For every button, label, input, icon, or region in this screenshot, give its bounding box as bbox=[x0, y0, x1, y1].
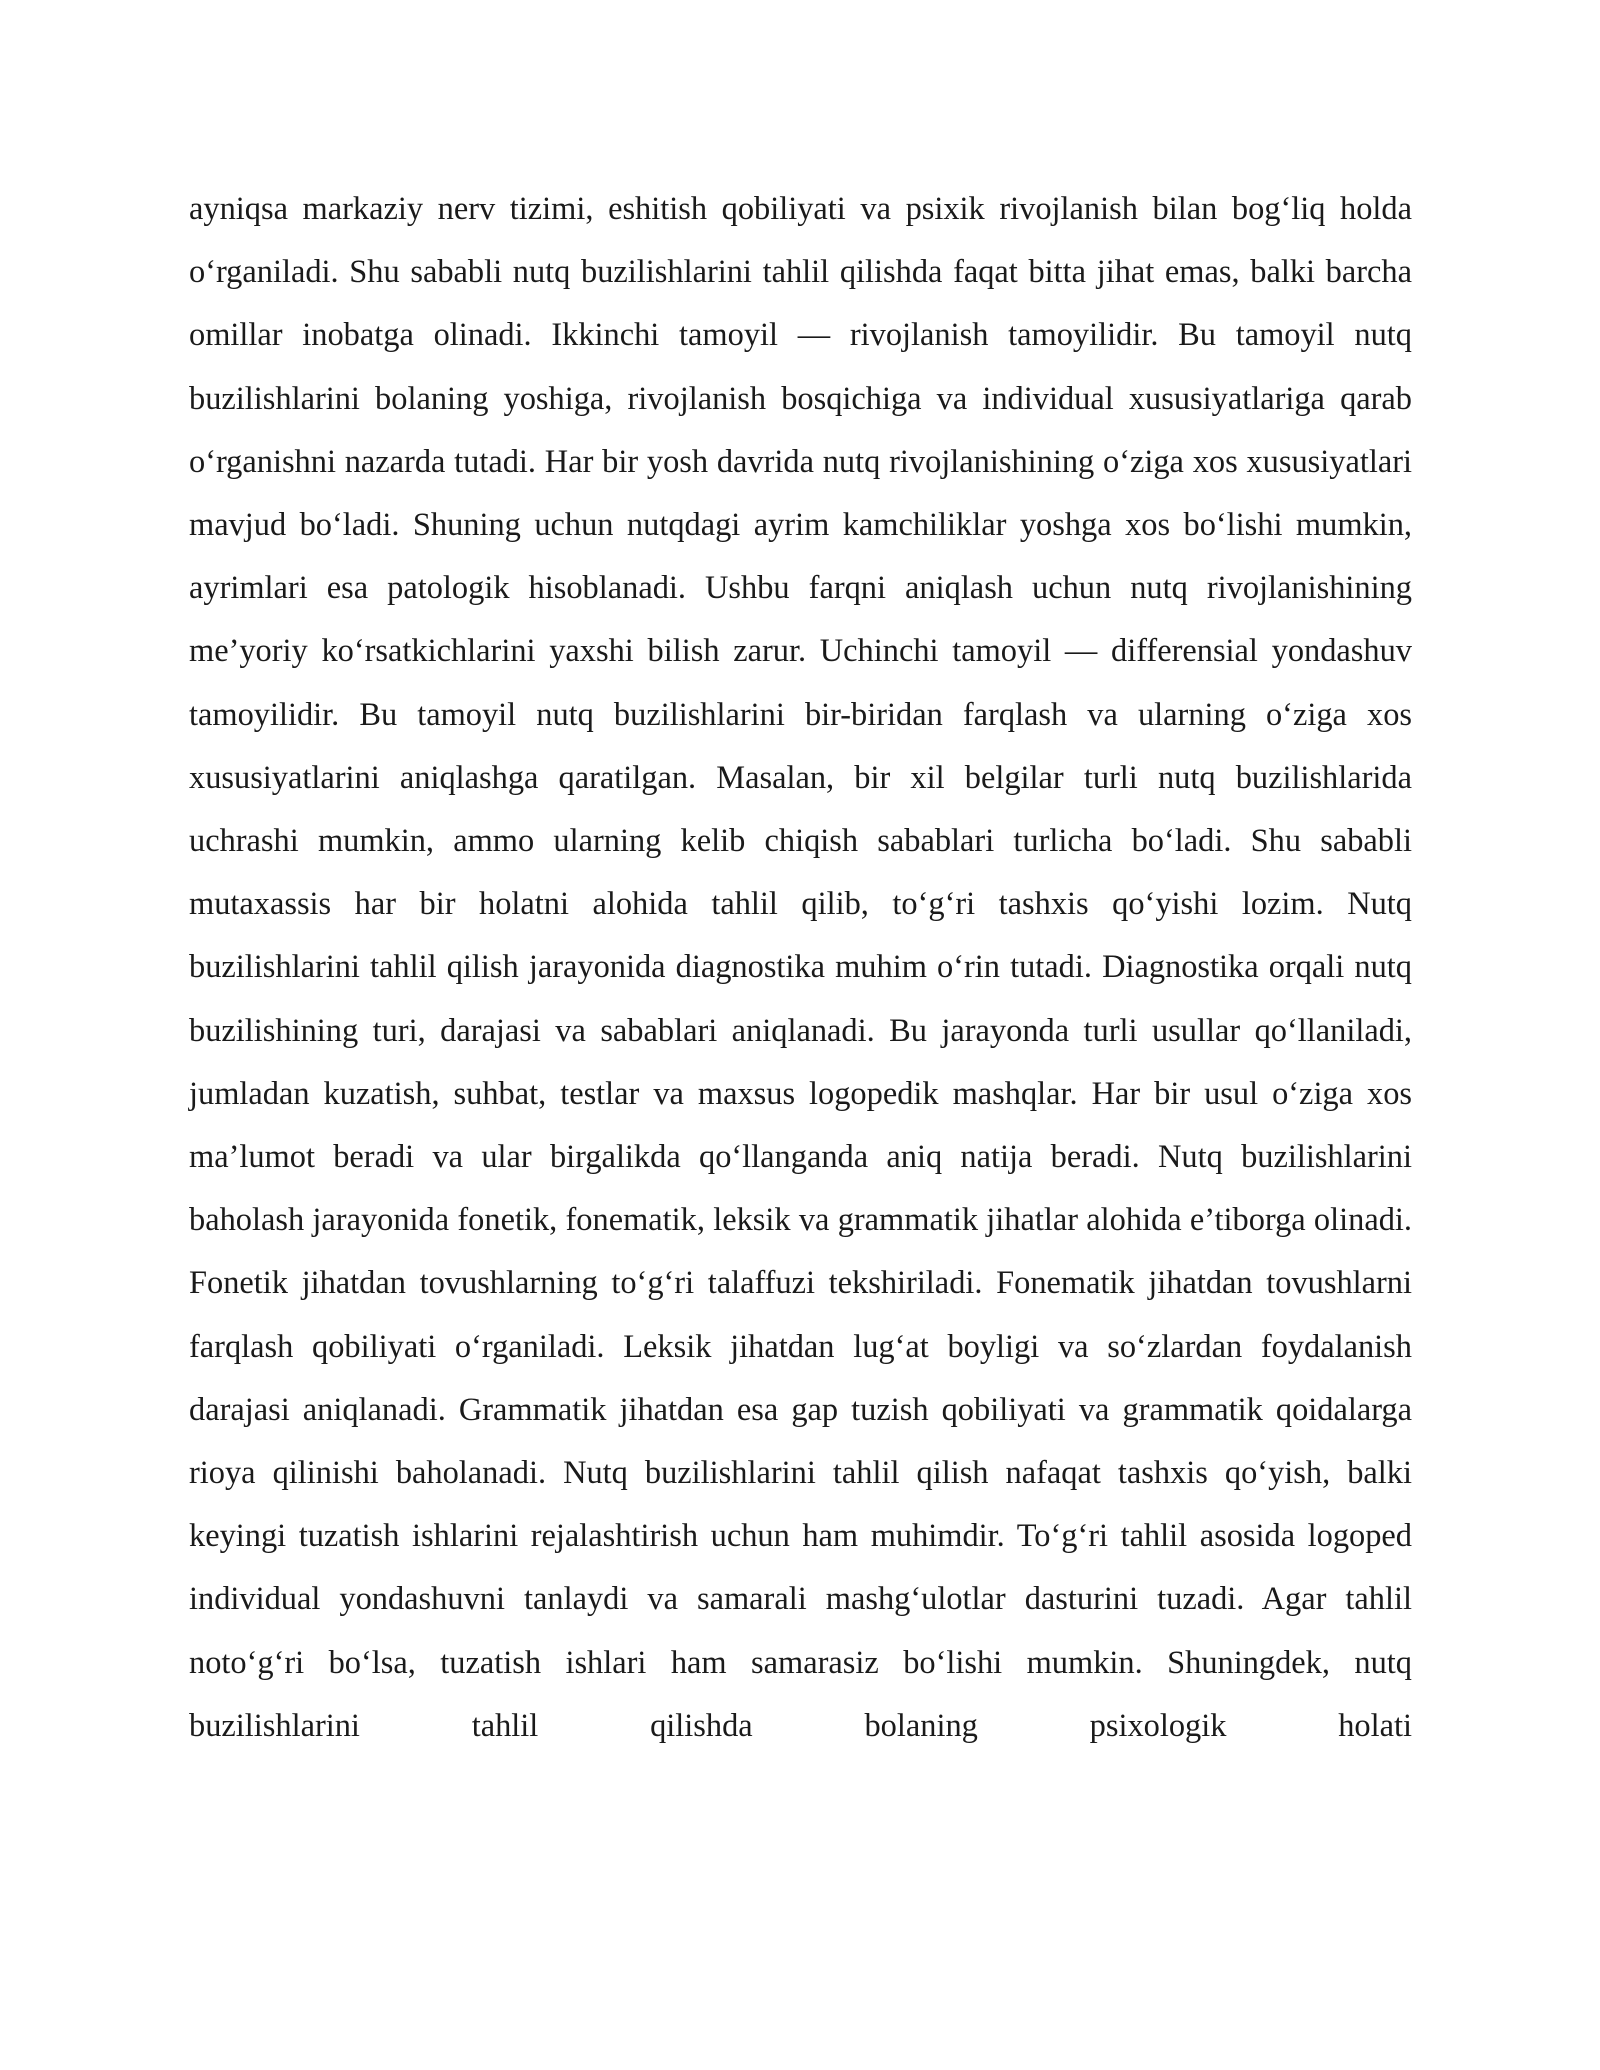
body-paragraph: ayniqsa markaziy nerv tizimi, eshitish qobiliyati va psixik rivojlanish bilan bog‘liq holda o‘rganiladi. Shu sababli nutq buzilishlarini tahlil qilishda faqat bitta jihat emas, balki barcha omillar inobatga olinadi. Ikkinchi tamoyil — rivojlanish tamoyilidir. Bu tamoyil nutq buzilishlarini bolaning yoshiga, rivojlanish bosqichiga va individual xususiyatlariga qarab o‘rganishni nazarda tutadi. Har bir yosh davrida nutq rivojlanishining o‘ziga xos xususiyatlari mavjud bo‘ladi. Shuning uchun nutqdagi ayrim kamchiliklar yoshga xos bo‘lishi mumkin, ayrimlari esa patologik hisoblanadi. Ushbu farqni aniqlash uchun nutq rivojlanishining me’yoriy ko‘rsatkichlarini yaxshi bilish zarur. Uchinchi tamoyil — differensial yondashuv tamoyilidir. Bu tamoyil nutq buzilishlarini bir-biridan farqlash va ularning o‘ziga xos xususiyatlarini aniqlashga qaratilgan. Masalan, bir xil belgilar turli nutq buzilishlarida uchrashi mumkin, ammo ularning kelib chiqish sabablari turlicha bo‘ladi. Shu sababli mutaxassis har bir holatni alohida tahlil qilib, to‘g‘ri tashxis qo‘yishi lozim. Nutq buzilishlarini tahlil qilish jarayonida diagnostika muhim o‘rin tutadi. Diagnostika orqali nutq buzilishining turi, darajasi va sabablari aniqlanadi. Bu jarayonda turli usullar qo‘llaniladi, jumladan kuzatish, suhbat, testlar va maxsus logopedik mashqlar. Har bir usul o‘ziga xos ma’lumot beradi va ular birgalikda qo‘llanganda aniq natija beradi. Nutq buzilishlarini baholash jarayonida fonetik, fonematik, leksik va grammatik jihatlar alohida e’tiborga olinadi. Fonetik jihatdan tovushlarning to‘g‘ri talaffuzi tekshiriladi. Fonematik jihatdan tovushlarni farqlash qobiliyati o‘rganiladi. Leksik jihatdan lug‘at boyligi va so‘zlardan foydalanish darajasi aniqlanadi. Grammatik jihatdan esa gap tuzish qobiliyati va grammatik qoidalarga rioya qilinishi baholanadi. Nutq buzilishlarini tahlil qilish nafaqat tashxis qo‘yish, balki keyingi tuzatish ishlarini rejalashtirish uchun ham muhimdir. To‘g‘ri tahlil asosida logoped individual yondashuvni tanlaydi va samarali mashg‘ulotlar dasturini tuzadi. Agar tahlil noto‘g‘ri bo‘lsa, tuzatish ishlari ham samarasiz bo‘lishi mumkin. Shuningdek, nutq buzilishlarini tahlil qilishda bolaning psixologik holati bbox=[189, 191, 1412, 1744]
